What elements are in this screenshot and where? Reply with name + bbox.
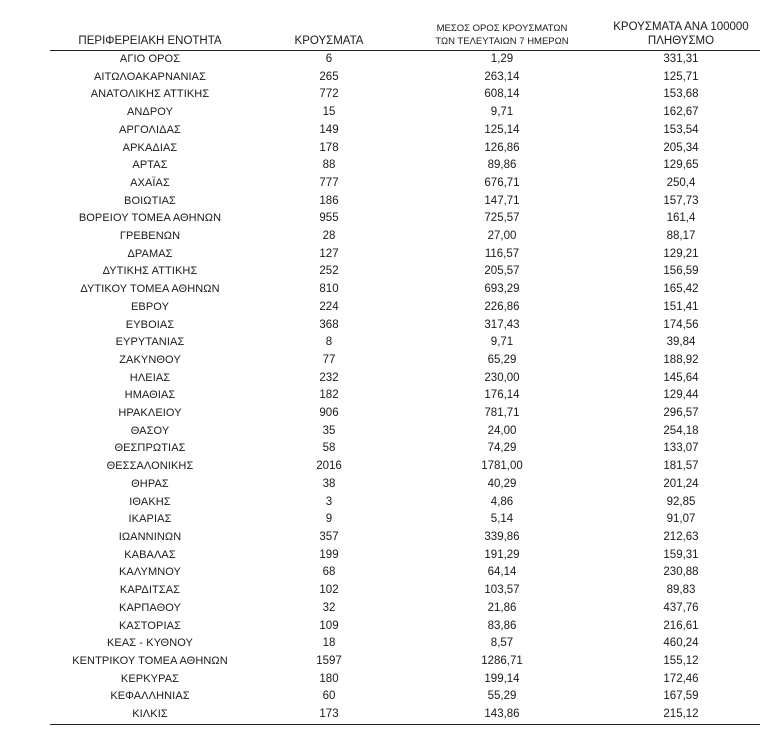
- cell-avg7: 781,71: [484, 407, 520, 420]
- cell-per100k: 129,21: [663, 247, 699, 260]
- cell-cases: 77: [322, 353, 336, 366]
- cell-cases: 9: [325, 513, 333, 526]
- table-row: [50, 210, 760, 228]
- cell-region: ΙΩΑΝΝΙΝΩΝ: [118, 530, 182, 543]
- cell-region: ΒΟΡΕΙΟΥ ΤΟΜΕΑ ΑΘΗΝΩΝ: [78, 212, 222, 225]
- cell-region: ΔΡΑΜΑΣ: [127, 247, 173, 260]
- cell-region: ΚΕΦΑΛΛΗΝΙΑΣ: [110, 690, 190, 703]
- table-row: [50, 104, 760, 122]
- cell-cases: 38: [322, 477, 336, 490]
- table-header: [50, 10, 760, 51]
- cell-cases: 772: [319, 88, 339, 101]
- table-row: [50, 688, 760, 706]
- cell-cases: 102: [319, 584, 339, 597]
- cell-avg7: 199,14: [484, 672, 520, 685]
- cell-region: ΘΕΣΣΑΛΟΝΙΚΗΣ: [106, 460, 194, 473]
- cell-avg7: 676,71: [484, 176, 520, 189]
- cell-cases: 906: [319, 407, 339, 420]
- header-per100k-line2: ΠΛΗΘΥΣΜΟ: [647, 35, 715, 47]
- cell-cases: 178: [319, 141, 339, 154]
- table-row: [50, 564, 760, 582]
- cell-region: ΚΕΡΚΥΡΑΣ: [120, 672, 180, 685]
- table-row: [50, 476, 760, 494]
- cell-avg7: 608,14: [484, 88, 520, 101]
- cell-avg7: 1286,71: [481, 654, 523, 667]
- cell-per100k: 162,67: [663, 106, 699, 119]
- cell-region: ΚΕΑΣ - ΚΥΘΝΟΥ: [107, 637, 193, 650]
- cell-cases: 232: [319, 371, 339, 384]
- table-row: [50, 193, 760, 211]
- cell-per100k: 212,63: [663, 530, 699, 543]
- cell-region: ΚΑΡΔΙΤΣΑΣ: [119, 584, 181, 597]
- cell-per100k: 437,76: [663, 601, 699, 614]
- table-row: [50, 157, 760, 175]
- cell-region: ΘΕΣΠΡΩΤΙΑΣ: [114, 442, 186, 455]
- table-row: [50, 122, 760, 140]
- cell-avg7: 339,86: [484, 530, 520, 543]
- cell-avg7: 176,14: [484, 389, 520, 402]
- cell-cases: 182: [319, 389, 339, 402]
- cell-cases: 32: [322, 601, 336, 614]
- header-per100k-line1: ΚΡΟΥΣΜΑΤΑ ΑΝΑ 100000: [613, 21, 749, 33]
- cell-per100k: 129,65: [663, 159, 699, 172]
- table-row: [50, 618, 760, 636]
- cell-avg7: 103,57: [484, 584, 520, 597]
- cell-region: ΑΡΓΟΛΙΔΑΣ: [119, 123, 181, 136]
- cell-region: ΓΡΕΒΕΝΩΝ: [119, 230, 181, 243]
- table-row: [50, 387, 760, 405]
- cell-region: ΑΧΑΪΑΣ: [130, 176, 170, 189]
- cell-avg7: 317,43: [484, 318, 520, 331]
- table-row: [50, 370, 760, 388]
- cell-per100k: 89,83: [666, 584, 696, 597]
- cell-per100k: 125,71: [663, 70, 699, 83]
- cell-cases: 149: [319, 123, 339, 136]
- table-row: [50, 317, 760, 335]
- cell-region: ΗΛΕΙΑΣ: [129, 371, 171, 384]
- cell-cases: 60: [322, 690, 336, 703]
- cell-cases: 68: [322, 566, 336, 579]
- cell-per100k: 296,57: [663, 407, 699, 420]
- cell-avg7: 89,86: [487, 159, 517, 172]
- cell-cases: 252: [319, 265, 339, 278]
- cell-per100k: 153,54: [663, 123, 699, 136]
- cell-avg7: 191,29: [484, 548, 520, 561]
- cell-per100k: 460,24: [663, 637, 699, 650]
- cell-region: ΑΡΚΑΔΙΑΣ: [122, 141, 178, 154]
- cell-cases: 180: [319, 672, 339, 685]
- cell-region: ΗΡΑΚΛΕΙΟΥ: [118, 407, 182, 420]
- table-row: [50, 529, 760, 547]
- cell-region: ΕΥΡΥΤΑΝΙΑΣ: [115, 336, 185, 349]
- header-avg7-line2: ΤΩΝ ΤΕΛΕΥΤΑΙΩΝ 7 ΗΜΕΡΩΝ: [435, 36, 569, 47]
- cell-per100k: 181,57: [663, 460, 699, 473]
- cell-per100k: 156,59: [663, 265, 699, 278]
- cell-avg7: 5,14: [490, 513, 514, 526]
- cell-region: ΘΗΡΑΣ: [131, 477, 169, 490]
- cell-avg7: 205,57: [484, 265, 520, 278]
- table-row: [50, 228, 760, 246]
- header-cases: ΚΡΟΥΣΜΑΤΑ: [250, 10, 408, 51]
- cell-cases: 3: [325, 495, 333, 508]
- header-row: [50, 10, 760, 51]
- cell-cases: 810: [319, 283, 339, 296]
- cell-region: ΙΘΑΚΗΣ: [129, 495, 171, 508]
- table-row: [50, 69, 760, 87]
- cell-cases: 368: [319, 318, 339, 331]
- cell-cases: 88: [322, 159, 336, 172]
- cell-per100k: 153,68: [663, 88, 699, 101]
- cell-cases: 186: [319, 194, 339, 207]
- table-row: [50, 635, 760, 653]
- cell-region: ΚΑΒΑΛΑΣ: [124, 548, 176, 561]
- cell-region: ΚΕΝΤΡΙΚΟΥ ΤΟΜΕΑ ΑΘΗΝΩΝ: [72, 654, 228, 667]
- cell-cases: 6: [325, 53, 333, 65]
- table-row: [50, 458, 760, 476]
- cell-avg7: 725,57: [484, 212, 520, 225]
- table-row: [50, 706, 760, 724]
- cell-cases: 265: [319, 70, 339, 83]
- table-row: [50, 175, 760, 193]
- cell-region: ΑΡΤΑΣ: [132, 159, 168, 172]
- header-avg7: [408, 10, 596, 51]
- cell-cases: 357: [319, 530, 339, 543]
- cell-region: ΖΑΚΥΝΘΟΥ: [119, 353, 181, 366]
- cell-avg7: 65,29: [487, 353, 517, 366]
- cell-per100k: 92,85: [666, 495, 696, 508]
- table-row: [50, 51, 760, 69]
- cell-region: ΕΥΒΟΙΑΣ: [125, 318, 175, 331]
- table-row: [50, 423, 760, 441]
- header-avg7-line1: ΜΕΣΟΣ ΟΡΟΣ ΚΡΟΥΣΜΑΤΩΝ: [436, 23, 568, 34]
- cell-cases: 58: [322, 442, 336, 455]
- table-row: [50, 547, 760, 565]
- cell-per100k: 215,12: [596, 706, 760, 724]
- table-row: [50, 440, 760, 458]
- table-row: [50, 494, 760, 512]
- cell-per100k: 161,4: [666, 212, 696, 225]
- cell-region: ΚΑΣΤΟΡΙΑΣ: [119, 619, 181, 632]
- cell-avg7: 9,71: [490, 106, 514, 119]
- cell-region: ΑΝΔΡΟΥ: [126, 106, 174, 119]
- cell-cases: 777: [319, 176, 339, 189]
- cell-cases: 15: [322, 106, 336, 119]
- cell-region: ΕΒΡΟΥ: [130, 300, 170, 313]
- cell-per100k: 157,73: [663, 194, 699, 207]
- cell-region: ΗΜΑΘΙΑΣ: [124, 389, 176, 402]
- table-row: [50, 263, 760, 281]
- cell-avg7: 4,86: [490, 495, 514, 508]
- cell-region: ΒΟΙΩΤΙΑΣ: [124, 194, 176, 207]
- cell-avg7: 40,29: [487, 477, 517, 490]
- cell-per100k: 39,84: [666, 336, 696, 349]
- cell-avg7: 143,86: [408, 706, 596, 724]
- table-row: [50, 511, 760, 529]
- cell-cases: 1597: [316, 654, 342, 667]
- cell-avg7: 8,57: [490, 637, 514, 650]
- table-row: [50, 653, 760, 671]
- cell-region: ΚΑΡΠΑΘΟΥ: [119, 601, 181, 614]
- cell-region: ΔΥΤΙΚΗΣ ΑΤΤΙΚΗΣ: [102, 265, 198, 278]
- cell-cases: 127: [319, 247, 339, 260]
- cell-region: ΑΙΤΩΛΟΑΚΑΡΝΑΝΙΑΣ: [94, 70, 206, 83]
- cell-per100k: 205,34: [663, 141, 699, 154]
- cell-cases: 18: [322, 637, 336, 650]
- cell-region: ΔΥΤΙΚΟΥ ΤΟΜΕΑ ΑΘΗΝΩΝ: [80, 283, 220, 296]
- cell-region: ΙΚΑΡΙΑΣ: [128, 513, 172, 526]
- cell-cases: 173: [250, 706, 408, 724]
- table-row: [50, 600, 760, 618]
- cell-avg7: 64,14: [487, 566, 517, 579]
- cell-avg7: 1781,00: [481, 460, 523, 473]
- cell-region: ΑΓΙΟ ΟΡΟΣ: [119, 53, 181, 65]
- cell-region: ΚΙΛΚΙΣ: [50, 706, 250, 724]
- table-row: [50, 334, 760, 352]
- cell-avg7: 9,71: [490, 336, 514, 349]
- cell-avg7: 263,14: [484, 70, 520, 83]
- cell-avg7: 27,00: [487, 230, 517, 243]
- cell-per100k: 133,07: [663, 442, 699, 455]
- cell-per100k: 188,92: [663, 353, 699, 366]
- table-row: [50, 140, 760, 158]
- header-per100k: [596, 10, 760, 51]
- cell-cases: 35: [322, 424, 336, 437]
- cell-per100k: 230,88: [663, 566, 699, 579]
- table-row: [50, 299, 760, 317]
- cell-avg7: 1,29: [490, 53, 514, 65]
- cell-region: ΚΑΛΥΜΝΟΥ: [119, 566, 181, 579]
- cell-per100k: 331,31: [663, 53, 699, 65]
- header-region: ΠΕΡΙΦΕΡΕΙΑΚΗ ΕΝΟΤΗΤΑ: [50, 10, 250, 51]
- cell-cases: 28: [322, 230, 336, 243]
- cell-avg7: 147,71: [484, 194, 520, 207]
- cell-per100k: 159,31: [663, 548, 699, 561]
- cell-per100k: 88,17: [666, 230, 696, 243]
- cell-avg7: 125,14: [484, 123, 520, 136]
- table-row: [50, 671, 760, 689]
- cell-per100k: 91,07: [666, 513, 696, 526]
- cell-per100k: 151,41: [663, 300, 699, 313]
- cases-table: [50, 10, 760, 725]
- cell-per100k: 129,44: [663, 389, 699, 402]
- cell-avg7: 230,00: [484, 371, 520, 384]
- cell-cases: 224: [319, 300, 339, 313]
- table-row: [50, 86, 760, 104]
- cell-avg7: 126,86: [484, 141, 520, 154]
- cell-avg7: 226,86: [484, 300, 520, 313]
- cell-per100k: 172,46: [663, 672, 699, 685]
- cell-avg7: 116,57: [484, 247, 520, 260]
- cell-avg7: 24,00: [487, 424, 517, 437]
- cell-cases: 109: [319, 619, 339, 632]
- cell-per100k: 250,4: [666, 176, 696, 189]
- cell-cases: 2016: [316, 460, 342, 473]
- cell-region: ΑΝΑΤΟΛΙΚΗΣ ΑΤΤΙΚΗΣ: [90, 88, 210, 101]
- cell-per100k: 155,12: [663, 654, 699, 667]
- table-row: [50, 582, 760, 600]
- cell-per100k: 145,64: [663, 371, 699, 384]
- cell-avg7: 693,29: [484, 283, 520, 296]
- cell-per100k: 174,56: [663, 318, 699, 331]
- table-body: [50, 51, 760, 725]
- cell-avg7: 21,86: [487, 601, 517, 614]
- cell-avg7: 74,29: [487, 442, 517, 455]
- cell-cases: 8: [325, 336, 333, 349]
- cell-cases: 955: [319, 212, 339, 225]
- cell-avg7: 55,29: [487, 690, 517, 703]
- table-row: [50, 405, 760, 423]
- cell-region: ΘΑΣΟΥ: [130, 424, 170, 437]
- cell-cases: 199: [319, 548, 339, 561]
- cell-per100k: 167,59: [663, 690, 699, 703]
- cell-avg7: 83,86: [487, 619, 517, 632]
- cell-per100k: 254,18: [663, 424, 699, 437]
- cell-per100k: 165,42: [663, 283, 699, 296]
- table-row: [50, 281, 760, 299]
- table-row: [50, 246, 760, 264]
- cell-per100k: 216,61: [663, 619, 699, 632]
- cell-per100k: 201,24: [663, 477, 699, 490]
- table-row: [50, 352, 760, 370]
